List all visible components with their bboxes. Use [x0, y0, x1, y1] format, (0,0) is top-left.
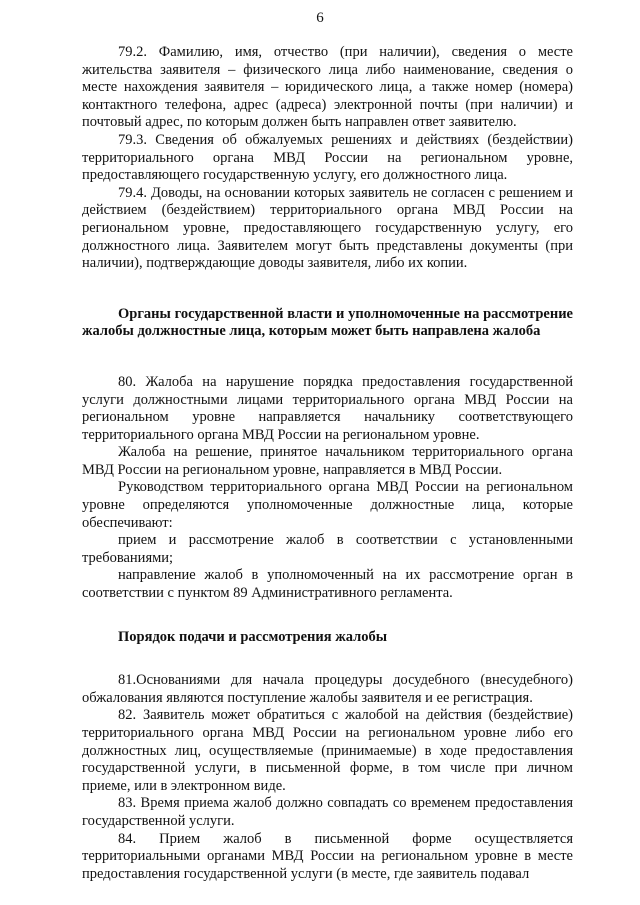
paragraph-80-officials: Руководством территориального органа МВД России на региональном уровне определяются уполномоченные должностные лица, которые обеспечивают:	[82, 479, 573, 531]
document-body	[82, 44, 573, 883]
paragraph-79-2: 79.2. Фамилию, имя, отчество (при наличии), сведения о месте жительства заявителя – физического лица либо наименование, сведения о месте нахождения заявителя – юридического лица, а также номер (номера) контактного телефона, адрес (адреса) электронной почты (при наличии) и почтовый адрес, по которым должен быть направлен ответ заявителю.	[82, 44, 573, 131]
paragraph-81: 81.Основаниями для начала процедуры досудебного (внесудебного) обжалования являются поступление жалобы заявителя и ее регистрация.	[82, 672, 573, 706]
paragraph-83: 83. Время приема жалоб должно совпадать со временем предоставления государственной услуги.	[82, 795, 573, 829]
paragraph-80: 80. Жалоба на нарушение порядка предоставления государственной услуги должностными лицами территориального органа МВД России на региональном уровне направляется начальнику соответствующего территориального органа МВД России на региональном уровне.	[82, 373, 573, 443]
spacer	[82, 603, 573, 629]
paragraph-80-duty-forward: направление жалоб в уполномоченный на их рассмотрение орган в соответствии с пунктом 89 Административного регламента.	[82, 567, 573, 602]
section-heading-filing-procedure: Порядок подачи и рассмотрения жалобы	[118, 628, 388, 645]
page-number: 6	[316, 10, 324, 26]
paragraph-82: 82. Заявитель может обратиться с жалобой на действия (бездействие) территориального органа МВД России на региональном уровне либо его должностных лиц, осуществляемые (принимаемые) в ходе предоставления государственной услуги, в письменной форме, в том числе при личном приеме, или в электронном виде.	[82, 707, 573, 794]
section-heading-complaint-bodies: Органы государственной власти и уполномоченные на рассмотрение жалобы должностные лица, которым может быть направлена жалоба	[82, 305, 573, 340]
paragraph-79-3: 79.3. Сведения об обжалуемых решениях и действиях (бездействии) территориального органа МВД России на региональном уровне, предоставляющего государственную услугу, его должностного лица.	[82, 131, 573, 184]
paragraph-79-4: 79.4. Доводы, на основании которых заявитель не согласен с решением и действием (бездействием) территориального органа МВД России на региональном уровне, предоставляющего государственную услугу, его должностного лица. Заявителем могут быть представлены документы (при наличии), подтверждающие доводы заявителя, либо их копии.	[82, 184, 573, 272]
paragraph-80-duty-receive: прием и рассмотрение жалоб в соответствии с установленными требованиями;	[82, 532, 573, 566]
spacer	[82, 341, 573, 374]
paragraph-80-decision: Жалоба на решение, принятое начальником территориального органа МВД России на региональном уровне, направляется в МВД России.	[82, 444, 573, 478]
spacer	[82, 273, 573, 306]
paragraph-84: 84. Прием жалоб в письменной форме осуществляется территориальными органами МВД России на региональном уровне в месте предоставления государственной услуги (в месте, где заявитель подавал	[82, 830, 573, 882]
spacer	[82, 646, 573, 672]
